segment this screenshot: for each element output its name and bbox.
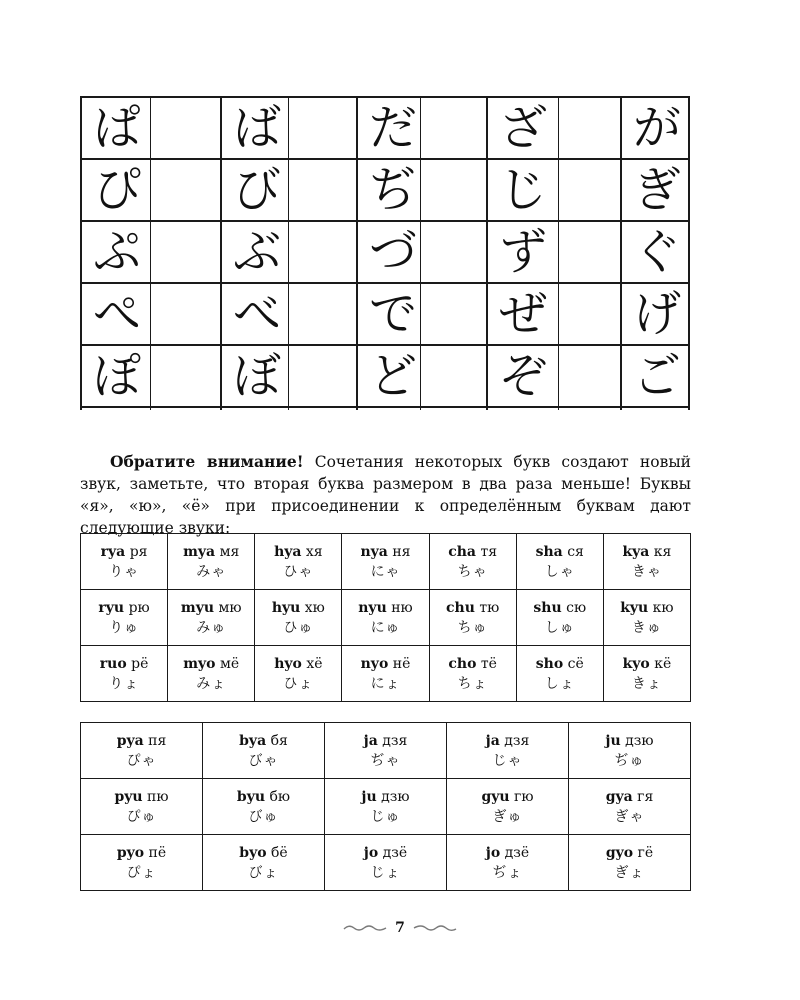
syllable-line [181, 600, 242, 616]
kana-grid [80, 96, 690, 410]
kana-label: みゃ [196, 563, 227, 580]
syllable-cell [516, 534, 603, 590]
kana-label: ぢょ [492, 864, 523, 881]
syllable-line [606, 845, 653, 861]
syllable-cell [569, 835, 691, 891]
syllable-line [272, 600, 325, 616]
note-paragraph [80, 451, 691, 539]
cyrillic-label: ня [392, 543, 411, 560]
cyrillic-label: мё [219, 655, 240, 672]
syllable-cell [81, 590, 168, 646]
syllable-line [274, 544, 323, 560]
syllable-line [622, 544, 671, 560]
yoon-table-voiced [80, 722, 691, 891]
romaji-label: ryu [98, 599, 125, 616]
table-row [81, 835, 691, 891]
kana-cell: じ [498, 162, 547, 218]
syllable-line [448, 544, 497, 560]
wave-ornament-right-icon [413, 922, 457, 934]
syllable-cell [255, 534, 342, 590]
syllable-cell [342, 646, 429, 702]
syllable-cell [429, 534, 516, 590]
wave-ornament-left-icon [343, 922, 387, 934]
syllable-line [358, 600, 412, 616]
syllable-cell [168, 590, 255, 646]
romaji-label: gyu [481, 788, 510, 805]
kana-cell: ば [232, 100, 281, 156]
table-row [81, 723, 691, 779]
syllable-cell [81, 646, 168, 702]
romaji-label: hyu [271, 599, 301, 616]
kana-label: みょ [196, 675, 227, 692]
syllable-cell [255, 590, 342, 646]
romaji-label: jo [363, 844, 379, 861]
kana-label: ちょ [457, 675, 488, 692]
kana-label: みゅ [196, 619, 227, 636]
syllable-line [183, 656, 239, 672]
kana-label: きょ [631, 675, 662, 692]
cyrillic-label: пю [147, 788, 169, 805]
cyrillic-label: рё [131, 655, 149, 672]
syllable-line [448, 656, 497, 672]
syllable-line [446, 600, 499, 616]
kana-cell: ぶ [232, 224, 281, 280]
romaji-label: kya [622, 543, 650, 560]
syllable-line [481, 789, 533, 805]
syllable-cell [81, 835, 203, 891]
cyrillic-label: мю [218, 599, 242, 616]
romaji-label: ja [363, 732, 378, 749]
romaji-label: mya [183, 543, 216, 560]
syllable-cell [603, 590, 690, 646]
kana-label: じゃ [492, 752, 523, 769]
syllable-line [101, 544, 148, 560]
cyrillic-label: хя [305, 543, 323, 560]
kana-label: ぎょ [614, 864, 645, 881]
cyrillic-label: бю [269, 788, 291, 805]
syllable-line [620, 600, 673, 616]
cyrillic-label: тё [480, 655, 497, 672]
kana-cell: ぽ [92, 348, 141, 404]
note-lead: Обратите внимание! [110, 452, 304, 471]
syllable-line [486, 733, 530, 749]
syllable-cell [516, 590, 603, 646]
romaji-label: pya [116, 732, 144, 749]
syllable-line [360, 544, 410, 560]
kana-cell: び [232, 162, 281, 218]
romaji-label: byo [239, 844, 267, 861]
romaji-label: gyo [605, 844, 634, 861]
cyrillic-label: дзё [382, 844, 408, 861]
syllable-cell [203, 779, 325, 835]
page-number: 7 [395, 920, 405, 936]
romaji-label: byu [236, 788, 266, 805]
kana-cell: ぱ [92, 100, 141, 156]
kana-cell: ぞ [498, 348, 547, 404]
romaji-label: nyu [358, 599, 387, 616]
kana-label: りょ [109, 675, 140, 692]
romaji-label: hyo [274, 655, 302, 672]
kana-label: びゃ [248, 752, 279, 769]
syllable-cell [325, 835, 447, 891]
kana-cell: ず [498, 224, 547, 280]
kana-label: じょ [370, 864, 401, 881]
cyrillic-label: ря [129, 543, 148, 560]
kana-cell: べ [232, 286, 281, 342]
syllable-cell [342, 534, 429, 590]
kana-label: ぴょ [126, 864, 157, 881]
syllable-cell [203, 723, 325, 779]
romaji-label: sha [535, 543, 563, 560]
kana-label: ぢゅ [614, 752, 645, 769]
kana-cell: ぜ [498, 286, 547, 342]
kana-label: ちゅ [457, 619, 488, 636]
syllable-cell [447, 723, 569, 779]
cyrillic-label: хю [304, 599, 325, 616]
kana-label: しゃ [544, 563, 575, 580]
syllable-cell [516, 646, 603, 702]
kana-label: ぴゅ [126, 808, 157, 825]
syllable-cell [447, 779, 569, 835]
romaji-label: gya [605, 788, 633, 805]
cyrillic-label: хё [306, 655, 323, 672]
kana-cell: だ [368, 100, 417, 156]
kana-label: じゅ [370, 808, 401, 825]
cyrillic-label: бя [270, 732, 288, 749]
table-row [81, 646, 691, 702]
kana-cell: ど [368, 348, 417, 404]
yoon-table-basic [80, 533, 691, 702]
kana-label: にょ [370, 675, 401, 692]
romaji-label: pyu [114, 788, 143, 805]
syllable-cell [569, 723, 691, 779]
kana-label: ひょ [283, 675, 314, 692]
romaji-label: ju [361, 788, 377, 805]
syllable-line [533, 600, 586, 616]
kana-label: しょ [544, 675, 575, 692]
romaji-label: myu [180, 599, 215, 616]
cyrillic-label: кя [653, 543, 672, 560]
romaji-label: jo [485, 844, 501, 861]
kana-cell: ぢ [368, 162, 417, 218]
syllable-cell [168, 646, 255, 702]
syllable-line [274, 656, 322, 672]
syllable-line [98, 600, 149, 616]
note-text: Сочетания некоторых букв создают новый звук, заметьте, что вторая буква размером в два раза меньше! Буквы «я», «ю», «ё» при присоединении к определённым буквам дают следующие звуки: [80, 453, 691, 537]
romaji-label: bya [239, 732, 267, 749]
syllable-line [117, 845, 166, 861]
romaji-label: cho [448, 655, 477, 672]
kana-cell: ぺ [92, 286, 141, 342]
syllable-line [605, 733, 653, 749]
cyrillic-label: гю [514, 788, 534, 805]
syllable-cell [569, 779, 691, 835]
kana-label: びゅ [248, 808, 279, 825]
cyrillic-label: дзё [504, 844, 530, 861]
syllable-line [100, 656, 149, 672]
syllable-cell [603, 646, 690, 702]
kana-label: しゅ [544, 619, 575, 636]
syllable-line [239, 845, 287, 861]
table-row [81, 779, 691, 835]
romaji-label: kyu [620, 599, 649, 616]
cyrillic-label: тя [480, 543, 498, 560]
kana-label: ぎゃ [614, 808, 645, 825]
romaji-label: hya [274, 543, 302, 560]
syllable-cell [325, 779, 447, 835]
cyrillic-label: кю [652, 599, 674, 616]
table-row [81, 590, 691, 646]
syllable-line [606, 789, 654, 805]
cyrillic-label: тю [479, 599, 500, 616]
syllable-cell [447, 835, 569, 891]
syllable-line [486, 845, 529, 861]
cyrillic-label: ся [567, 543, 584, 560]
kana-cell: が [632, 100, 681, 156]
kana-cell: ぷ [92, 224, 141, 280]
cyrillic-label: гя [637, 788, 654, 805]
syllable-cell [603, 534, 690, 590]
kana-label: にゃ [370, 563, 401, 580]
syllable-line [239, 733, 288, 749]
kana-cell: づ [368, 224, 417, 280]
syllable-line [183, 544, 239, 560]
romaji-label: myo [183, 655, 216, 672]
kana-cell: げ [632, 286, 681, 342]
syllable-line [361, 789, 409, 805]
cyrillic-label: рю [128, 599, 150, 616]
syllable-cell [429, 646, 516, 702]
cyrillic-label: дзю [625, 732, 654, 749]
kana-label: にゅ [370, 619, 401, 636]
kana-cell: ざ [498, 100, 547, 156]
romaji-label: pyo [116, 844, 145, 861]
romaji-label: rya [100, 543, 126, 560]
romaji-label: nya [360, 543, 388, 560]
syllable-line [114, 789, 168, 805]
kana-label: りゅ [109, 619, 140, 636]
cyrillic-label: дзю [381, 788, 410, 805]
syllable-line [117, 733, 167, 749]
syllable-line [361, 656, 411, 672]
syllable-cell [168, 534, 255, 590]
romaji-label: shu [533, 599, 562, 616]
kana-label: ひゅ [283, 619, 314, 636]
cyrillic-label: бё [271, 844, 288, 861]
romaji-label: ruo [99, 655, 127, 672]
romaji-label: nyo [360, 655, 389, 672]
romaji-label: chu [445, 599, 475, 616]
kana-cell: ぎ [632, 162, 681, 218]
kana-label: ひゃ [283, 563, 314, 580]
cyrillic-label: дзя [504, 732, 530, 749]
kana-cell: ぼ [232, 348, 281, 404]
cyrillic-label: гё [637, 844, 654, 861]
syllable-line [364, 845, 407, 861]
cyrillic-label: мя [219, 543, 240, 560]
syllable-cell [342, 590, 429, 646]
syllable-cell [325, 723, 447, 779]
romaji-label: cha [448, 543, 476, 560]
syllable-cell [81, 723, 203, 779]
page-footer [0, 918, 800, 938]
table-row [81, 534, 691, 590]
kana-label: ちゃ [457, 563, 488, 580]
cyrillic-label: пя [148, 732, 167, 749]
cyrillic-label: сю [566, 599, 587, 616]
kana-label: きゅ [631, 619, 662, 636]
kana-cell: ご [632, 348, 681, 404]
kana-label: ぴゃ [126, 752, 157, 769]
syllable-cell [255, 646, 342, 702]
syllable-line [364, 733, 408, 749]
kana-cell: ぴ [92, 162, 141, 218]
kana-label: きゃ [631, 563, 662, 580]
romaji-label: sho [535, 655, 564, 672]
kana-label: りゃ [109, 563, 140, 580]
romaji-label: ju [605, 732, 621, 749]
syllable-line [623, 656, 672, 672]
syllable-cell [81, 779, 203, 835]
cyrillic-label: дзя [382, 732, 408, 749]
kana-cell: ぐ [632, 224, 681, 280]
cyrillic-label: сё [567, 655, 584, 672]
kana-label: ぎゅ [492, 808, 523, 825]
cyrillic-label: нё [392, 655, 411, 672]
kana-label: ぢゃ [370, 752, 401, 769]
kana-label: びょ [248, 864, 279, 881]
romaji-label: kyo [622, 655, 650, 672]
syllable-line [536, 544, 584, 560]
syllable-line [536, 656, 584, 672]
syllable-cell [203, 835, 325, 891]
syllable-cell [81, 534, 168, 590]
syllable-line [237, 789, 290, 805]
cyrillic-label: пё [148, 844, 167, 861]
cyrillic-label: кё [654, 655, 672, 672]
syllable-cell [429, 590, 516, 646]
cyrillic-label: ню [391, 599, 413, 616]
kana-cell: で [368, 286, 417, 342]
romaji-label: ja [485, 732, 500, 749]
